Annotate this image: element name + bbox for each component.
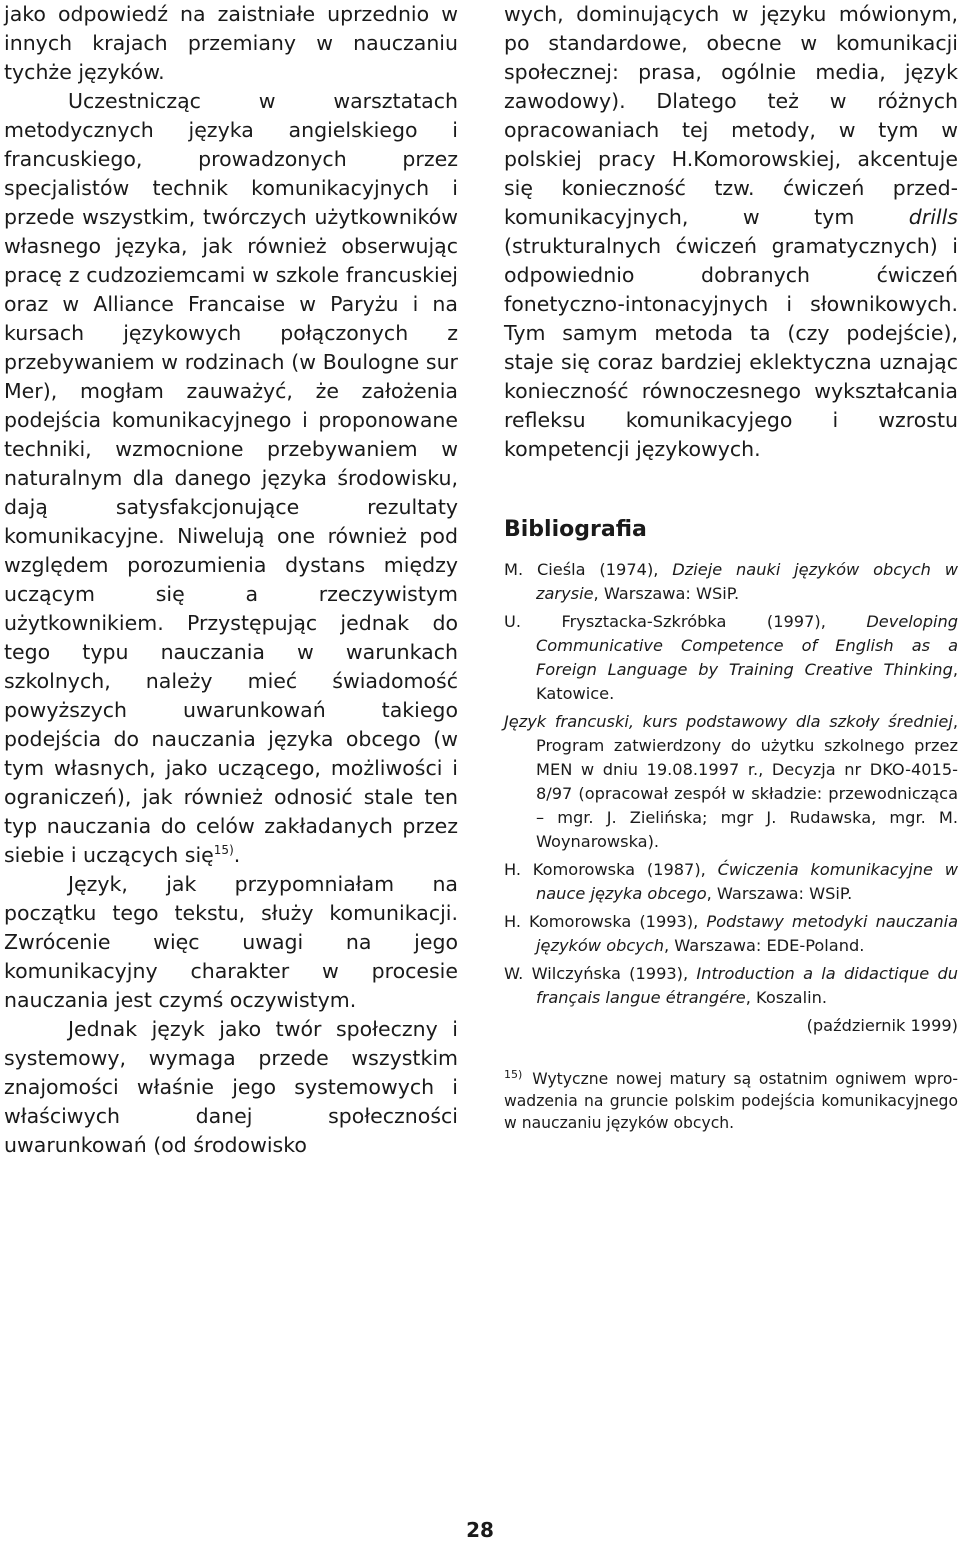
footnote-reference[interactable]: 15) bbox=[213, 843, 234, 857]
paragraph-3: Język, jak przypomniałam na początku tego tekstu, służy komunikacji. Zwrócenie więc uwagi na jego komunikacyjny charakter w procesie nauczania jest czymś oczywistym. bbox=[4, 872, 458, 1012]
page-number: 28 bbox=[466, 1518, 494, 1542]
entry-title: Podstawy metodyki nauczania języków obcych bbox=[536, 912, 959, 955]
bibliography-entry bbox=[504, 962, 958, 1010]
footnote bbox=[504, 1068, 958, 1134]
entry-author: M. Cieśla (1974), bbox=[504, 560, 673, 579]
bibliography-heading: Bibliografia bbox=[504, 517, 647, 542]
footnote-text: Wytyczne nowej matury są ostatnim ogniwem wprowadzenia na gruncie polskim podejścia komunikacyjnego w nauczaniu języków obcych. bbox=[504, 1070, 958, 1132]
entry-publisher: , Warszawa: WSiP. bbox=[706, 884, 853, 903]
entry-author: H. Komorowska (1993), bbox=[504, 912, 707, 931]
date-line: (październik 1999) bbox=[806, 1016, 958, 1035]
left-column bbox=[4, 0, 458, 1160]
bibliography-entry bbox=[504, 558, 958, 606]
entry-publisher: , Katowice. bbox=[536, 660, 958, 703]
entry-author: H. Komorowska (1987), bbox=[504, 860, 718, 879]
paragraph-continued-italic: drills bbox=[908, 205, 958, 229]
paragraph-2-end: . bbox=[233, 843, 241, 867]
entry-title: Język francuski, kurs podstawowy dla szkoły średniej bbox=[504, 712, 953, 731]
paragraph-4: Jednak język jako twór społeczny i systemowy, wymaga przede wszystkim znajomości właśnie jego systemowych i właściwych danej społeczności uwarunkowań (od środowisko bbox=[4, 1017, 458, 1157]
paragraph-2-text: Uczestnicząc w warsztatach metodycznych języka angielskiego i francuskiego, prowadzonych przez specjalistów technik komunikacyjnych i przede wszystkim, twórczych użytkowników własnego języka, jak również obserwując pracę z cudzoziemcami w szkole francuskiej oraz w Alliance Francaise w Paryżu i na kursach językowych połączonych z przebywaniem w rodzinach (w Boulogne sur Mer), mogłam zauważyć, że założenia podejścia komunikacyjnego i proponowane techniki, wzmocnione przebywaniem w naturalnym dla danego języka środowisku, dają satysfakcjonujące rezultaty komunikacyjne. Niwelują one również pod względem porozumienia dystans między uczącym się a rzeczywistym użytkownikiem. Przystępując jednak do tego typu nauczania w warunkach szkolnych, należy mieć świadomość powyższych uwarunkowań takiego podejścia do nauczania języka obcego (w tym własnych, jako uczącego, możliwości i ograniczeń), jak również odnosić stale ten typ nauczania do celów zakładanych przez siebie i uczących się bbox=[4, 89, 458, 867]
entry-title: Ćwiczenia komunikacyjne w nauce języka obcego bbox=[536, 860, 958, 903]
bibliography-list bbox=[504, 558, 958, 1010]
entry-publisher: , Koszalin. bbox=[745, 988, 827, 1007]
entry-publisher: , Warszawa: EDE-Poland. bbox=[664, 936, 865, 955]
right-column bbox=[504, 0, 958, 1134]
entry-author: W. Wilczyńska (1993), bbox=[504, 964, 697, 983]
entry-title: Developing Communicative Competence of English as a Foreign Language by Training Creative Thinking bbox=[536, 612, 958, 679]
entry-publisher: , Warszawa: WSiP. bbox=[593, 584, 740, 603]
paragraph-continued-part-a: wych, dominujących w języku mówionym, po standardowe, obecne w komunikacji społecznej: prasa, ogólnie media, język zawodowy). Dlatego też w różnych opracowaniach tej metody, w tym w polskiej pracy H.Komorowskiej, akcentuje się konieczność tzw. ćwiczeń przedkomunikacyjnych, w tym bbox=[504, 2, 958, 229]
bibliography-entry bbox=[504, 610, 958, 706]
paragraph-2 bbox=[4, 87, 458, 870]
entry-publisher: , Program zatwierdzony do użytku szkolnego przez MEN w dniu 19.08.1997 r., Decyzja nr DKO-4015-8/97 (opracował zespół w składzie: przewodnicząca – mgr. J. Zielińska; mgr J. Rudawska, mgr. M. Woynarowska). bbox=[536, 712, 958, 851]
bibliography-entry bbox=[504, 710, 958, 854]
paragraph-continued bbox=[504, 0, 958, 464]
entry-title: Dzieje nauki języków obcych w zarysie bbox=[536, 560, 959, 603]
paragraph-1: jako odpowiedź na zaistniałe uprzednio w innych krajach przemiany w nauczaniu tychże języków. bbox=[4, 2, 458, 84]
paragraph-continued-part-b: (strukturalnych ćwiczeń gramatycznych) i odpowiednio dobranych ćwiczeń fonetyczno-intonacyjnych i słownikowych. Tym samym metoda ta (czy podejście), staje się coraz bardziej eklektyczna uznając konieczność równoczesnego wykształcania refleksu komunikacyjego i wzrostu kompetencji językowych. bbox=[504, 234, 958, 461]
bibliography-entry bbox=[504, 910, 958, 958]
bibliography-entry bbox=[504, 858, 958, 906]
entry-title: Introduction a la didactique du français langue étrangére bbox=[536, 964, 958, 1007]
footnote-mark: 15) bbox=[504, 1068, 523, 1081]
entry-author: U. Frysztacka-Szkróbka (1997), bbox=[504, 612, 867, 631]
